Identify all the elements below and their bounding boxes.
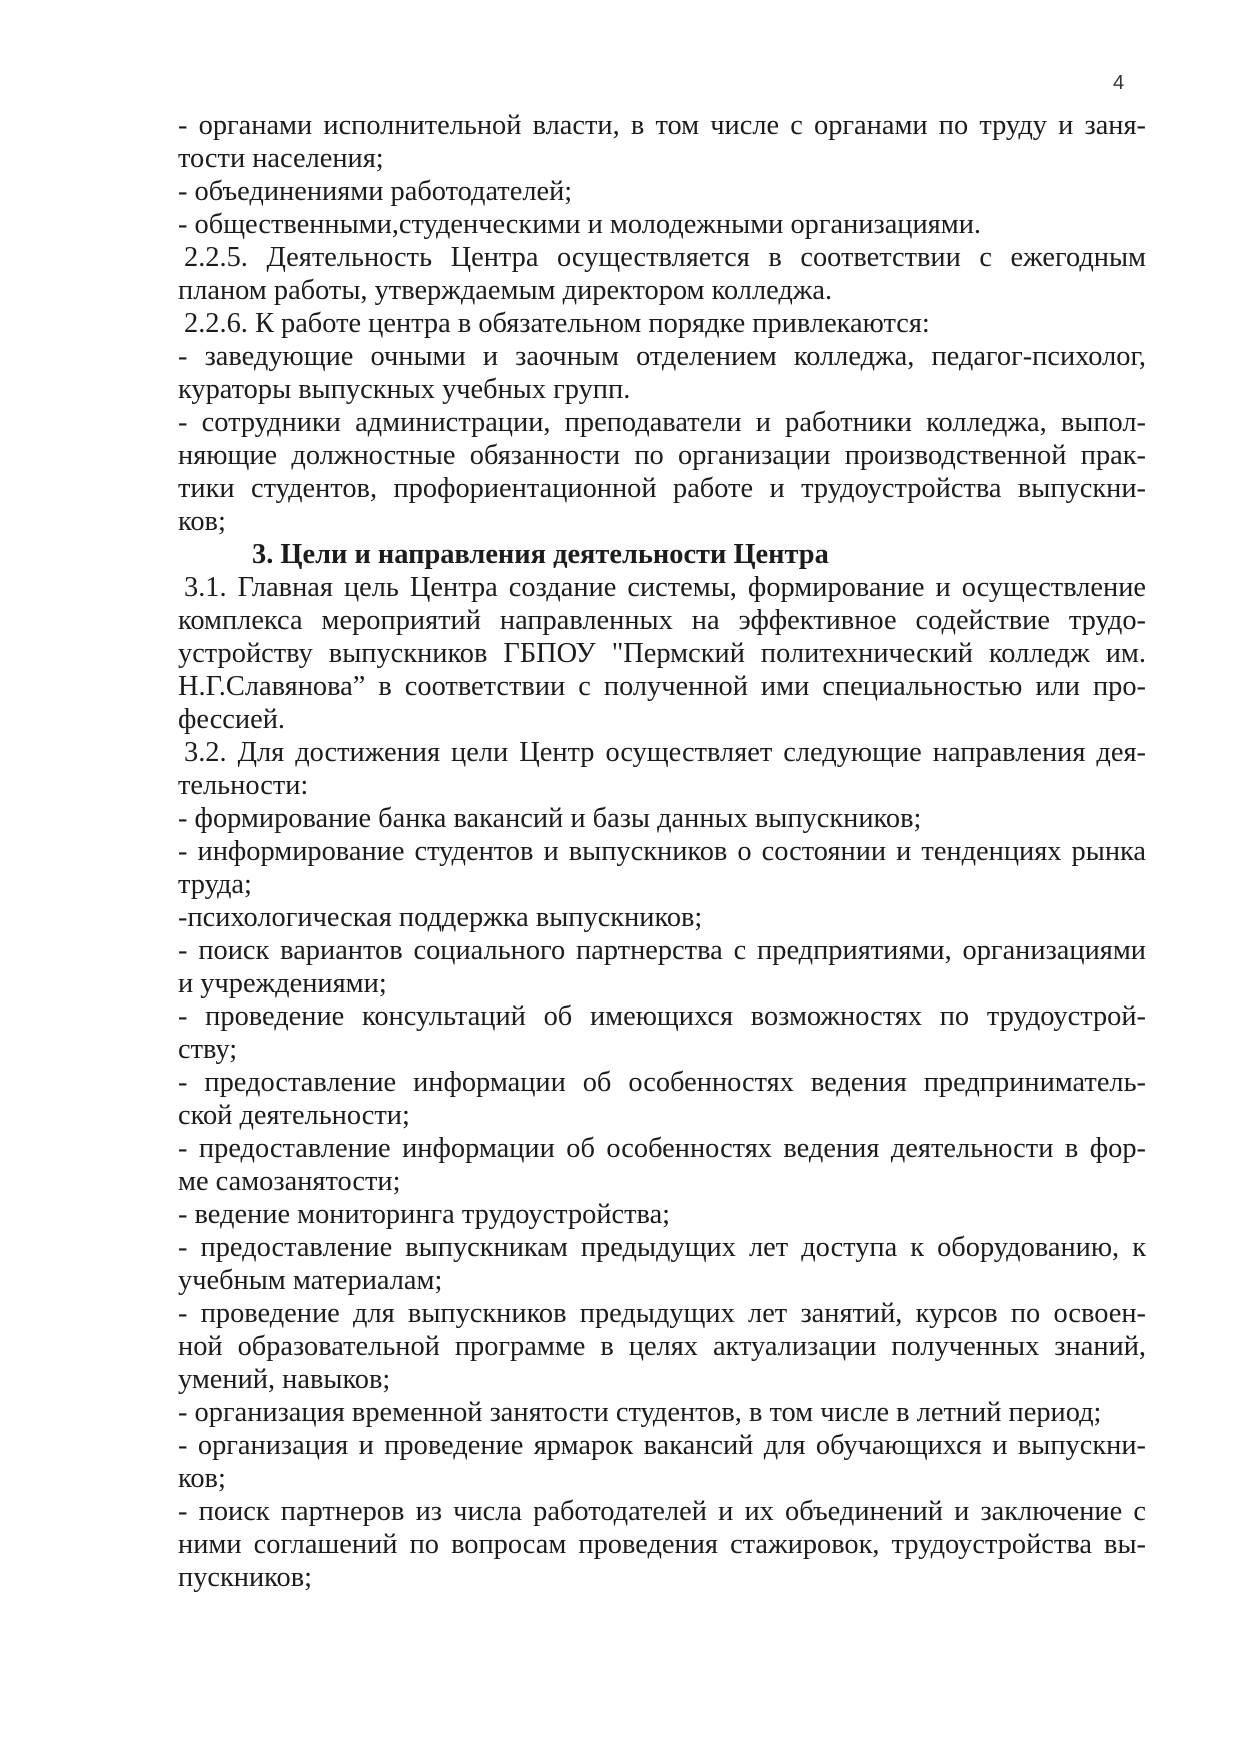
text-line: - ведение мониторинга трудоустройства; [178,1199,671,1230]
text-line: - формирование банка вакансий и базы данных выпускников; [178,803,922,834]
text-line: - организация и проведение ярмарок вакансий для обучающихся и выпускни- [178,1430,1146,1461]
paragraph-3-2: 3.2. Для достижения цели Центр осуществляет следующие направления дея- [184,737,1146,768]
text-line: - предоставление информации об особенностях ведения предприниматель- [178,1067,1146,1098]
text-line: - предоставление информации об особенностях ведения деятельности в фор- [178,1133,1146,1164]
text-line: - информирование студентов и выпускников о состоянии и тенденциях рынка [178,836,1146,867]
text-line: фессией. [178,704,285,735]
text-line: тики студентов, профориентационной работе и трудоустройства выпускни- [178,473,1146,504]
text-line: ними соглашений по вопросам проведения стажировок, трудоустройства вы- [178,1529,1146,1560]
text-line: - поиск вариантов социального партнерства с предприятиями, организациями [178,935,1146,966]
text-line: труда; [178,869,252,900]
text-line: - органами исполнительной власти, в том числе с органами по труду и заня- [178,110,1146,141]
text-line: ме самозанятости; [178,1166,401,1197]
text-line: - организация временной занятости студентов, в том числе в летний период; [178,1397,1102,1428]
text-line: ков; [178,1463,226,1494]
text-line: тельности: [178,770,309,801]
text-line: умений, навыков; [178,1364,391,1395]
section-3-heading: 3. Цели и направления деятельности Центра [252,539,829,570]
text-line: - объединениями работодателей; [178,176,573,207]
text-line: комплекса мероприятий направленных на эффективное содействие трудо- [178,605,1146,636]
text-line: планом работы, утверждаемым директором колледжа. [178,275,833,306]
text-line: - сотрудники администрации, преподаватели и работники колледжа, выпол- [178,407,1146,438]
text-line: ской деятельности; [178,1100,410,1131]
text-line: - общественными,студенческими и молодежными организациями. [178,209,981,240]
paragraph-3-1: 3.1. Главная цель Центра создание системы, формирование и осуществление [184,572,1146,603]
text-line: - проведение для выпускников предыдущих лет занятий, курсов по освоен- [178,1298,1146,1329]
text-line: ству; [178,1034,238,1065]
text-line: - предоставление выпускникам предыдущих лет доступа к оборудованию, к [178,1232,1146,1263]
text-line: няющие должностные обязанности по организации производственной прак- [178,440,1146,471]
text-line: -психологическая поддержка выпускников; [178,902,703,933]
text-line: учебным материалам; [178,1265,443,1296]
text-line: тости населения; [178,143,384,174]
text-line: ной образовательной программе в целях актуализации полученных знаний, [178,1331,1146,1362]
text-line: и учреждениями; [178,968,387,999]
text-line: - заведующие очными и заочным отделением колледжа, педагог-психолог, [178,341,1146,372]
text-line: кураторы выпускных учебных групп. [178,374,631,405]
page-number: 4 [1113,72,1125,94]
text-line: ков; [178,506,226,537]
text-line: - проведение консультаций об имеющихся возможностях по трудоустрой- [178,1001,1146,1032]
text-line: устройству выпускников ГБПОУ "Пермский политехнический колледж им. [178,638,1146,669]
text-line: - поиск партнеров из числа работодателей и их объединений и заключение с [178,1496,1146,1527]
text-line: пускников; [178,1562,313,1593]
text-line: Н.Г.Славянова” в соответствии с полученной ими специальностью или про- [178,671,1146,702]
paragraph-2-2-5: 2.2.5. Деятельность Центра осуществляется в соответствии с ежегодным [184,242,1146,273]
paragraph-2-2-6: 2.2.6. К работе центра в обязательном порядке привлекаются: [184,308,930,339]
